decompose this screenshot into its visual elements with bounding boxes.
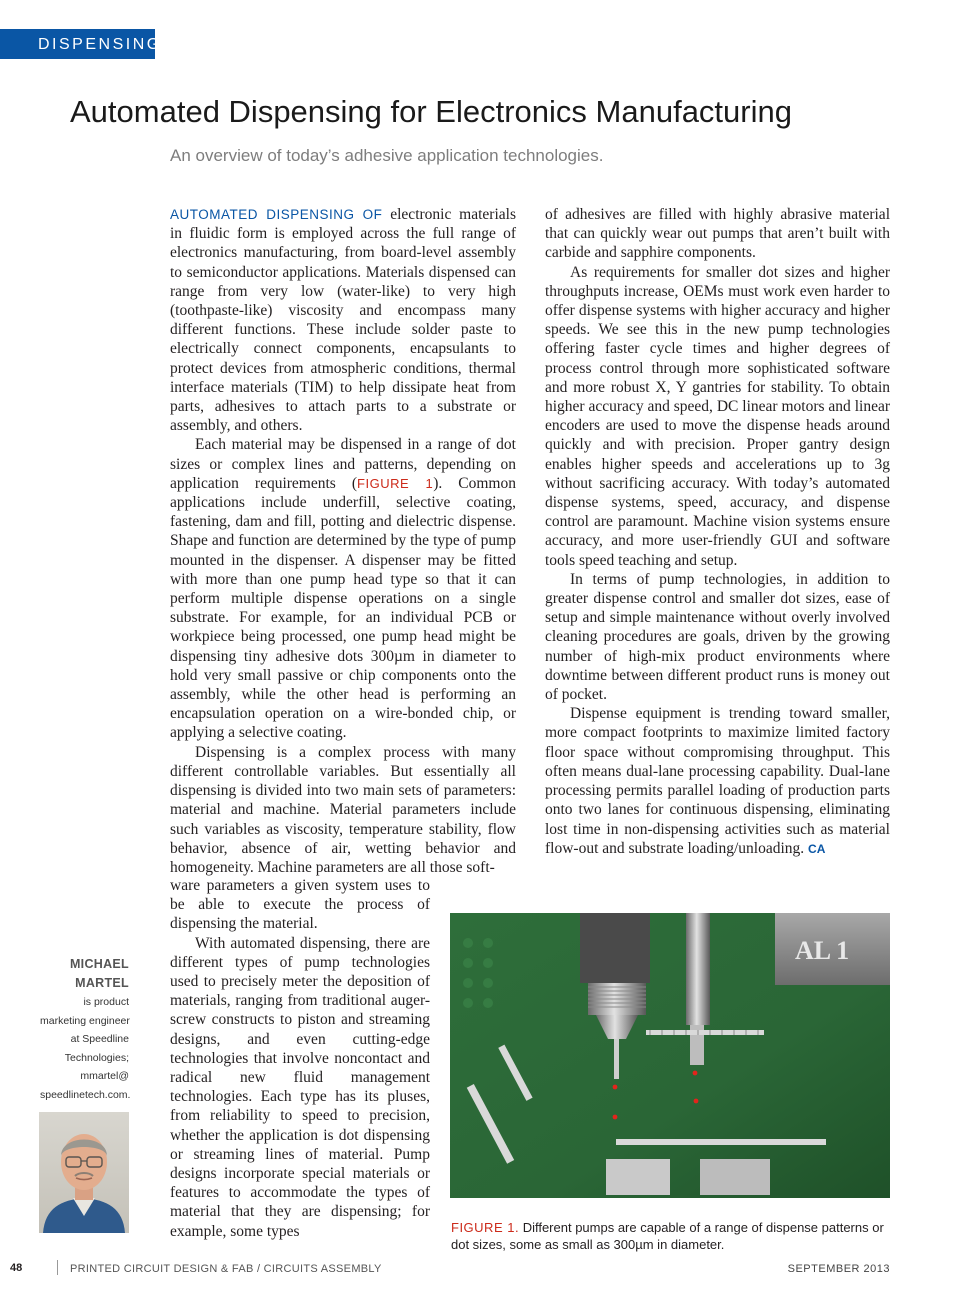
author-bio-line: speedlinetech.com. <box>40 1088 131 1101</box>
figure-caption <box>451 1219 891 1253</box>
paragraph <box>170 435 516 742</box>
author-bio-line: is product <box>83 996 129 1008</box>
figure-label: FIGURE 1. <box>451 1220 520 1235</box>
body-column-left <box>170 205 516 877</box>
end-mark: CA <box>808 841 826 856</box>
body-column-left-narrow <box>170 876 430 1241</box>
publication-name: PRINTED CIRCUIT DESIGN & FAB / CIRCUITS ASSEMBLY <box>70 1263 382 1275</box>
paragraph <box>545 704 890 859</box>
figure-caption-text: Different pumps are capable of a range of dispense patterns or dot sizes, some as small as 300µm in diameter. <box>451 1220 884 1252</box>
paragraph-text: Each material may be dispensed in a range of dot sizes or complex lines and patterns, depending on application requirements ( <box>170 436 516 492</box>
author-bio <box>40 955 129 1104</box>
paragraph <box>170 205 516 435</box>
paragraph: In terms of pump technologies, in addition to greater dispense control and smaller dot sizes, ease of setup and simple maintenance without overly involved cleaning procedures are goals, driven by the growing number of high-mix product environments where downtime between different product runs is money out of pocket. <box>545 570 890 704</box>
paragraph: With automated dispensing, there are different types of pump technologies used to precisely meter the deposition of materials, ranging from traditional auger-screw constructs to piston and streaming designs, and even cutting-edge technologies that involve noncontact and radical new fluid management technologies. Each type has its pluses, from reliability to speed to precision, whether the application is dot dispensing or streaming lines of material. Pump designs incorporate special materials or features to accommodate the types of material that they are dispensing; for example, some types <box>170 934 430 1240</box>
author-bio-line: Technologies; <box>64 1051 129 1064</box>
author-last-name: MARTEL <box>75 976 129 990</box>
body-column-right <box>545 205 890 859</box>
article-subtitle: An overview of today’s adhesive application technologies. <box>170 146 604 165</box>
footer-divider <box>57 1260 58 1275</box>
issue-date: SEPTEMBER 2013 <box>787 1263 890 1275</box>
section-tag: DISPENSING <box>0 29 155 59</box>
paragraph-text: electronic materials in fluidic form is employed across the full range of electronics manufacturing, from board-level assembly to semiconductor applications. Materials dispensed can range from very low (water-like) to very high (toothpaste-like) viscosity and encompass many different functions. These include solder paste to electrically connect components, encapsulants to protect devices from atmospheric conditions, thermal interface materials (TIM) to help dissipate heat from parts, adhesives to attach parts to a substrate or assembly, and others. <box>170 206 516 435</box>
author-bio-line: at Speedline <box>70 1033 129 1045</box>
paragraph: As requirements for smaller dot sizes and higher throughputs increase, OEMs must work even harder to offer dispense systems with higher accuracy and higher speeds. We see this in the new pump technologies offering faster cycle times and higher degrees of process control through more sophisticated software and more robust X, Y gantries for stability. To obtain higher accuracy and speed, DC linear motors and linear encoders are used to move the dispense heads around quickly and with precision. Proper gantry design enables higher speeds and accelerations up to 3g without sacrificing accuracy. With today’s automated dispense systems, speed, accuracy, and dispense control are paramount. Machine vision systems ensure accuracy, and more user-friendly GUI and software tools speed teaching and setup. <box>545 263 890 569</box>
figure-1-photo <box>450 913 890 1198</box>
paragraph-text: ). Common applications include underfill, selective coating, fastening, dam and fill, potting and dielectric dispense. Shape and function are determined by the type of pump mounted in the dispenser. A dispenser may be fitted with more than one pump head type so that it can perform multiple dispense operations on a single substrate. For example, for an individual PCB or workpiece being processed, one pump head might be dispensing tiny adhesive dots 300µm in diameter to hold very small passive or chip components onto the assembly, while the other head is performing an encapsulation operation on a wire-bonded chip, or applying a selective coating. <box>170 474 516 742</box>
lead-in: AUTOMATED DISPENSING OF <box>170 207 383 222</box>
photo-label: AL 1 <box>795 936 850 965</box>
author-bio-line: mmartel@ <box>80 1070 129 1082</box>
paragraph: Dispensing is a complex process with many different controllable variables. But essentially all dispensing is divided into two main sets of parameters: material and machine. Material parameters include such variables as viscosity, temperature stability, flow behavior, absence of air, wetting behavior and homogeneity. Machine parameters are all those soft- <box>170 743 516 876</box>
author-first-name: MICHAEL <box>69 957 129 971</box>
article-title: Automated Dispensing for Electronics Manufacturing <box>70 94 792 129</box>
author-bio-line: marketing engineer <box>40 1014 130 1027</box>
figure-reference: FIGURE 1 <box>357 475 434 491</box>
author-headshot <box>39 1112 129 1233</box>
page-number: 48 <box>10 1262 23 1274</box>
paragraph: of adhesives are filled with highly abrasive material that can quickly wear out pumps that aren’t built with carbide and sapphire components. <box>545 206 890 262</box>
paragraph-text: Dispense equipment is trending toward smaller, more compact footprints to maximize limited factory floor space without compromising throughput. This often means dual-lane processing capability. Dual-lane processing permits parallel loading of production parts onto two lanes for continuous dispensing, eliminating lost time in non-dispensing activities such as material flow-out and substrate loading/unloading. <box>545 705 890 857</box>
paragraph: ware parameters a given system uses to be able to execute the process of dispensing the material. <box>170 877 430 933</box>
